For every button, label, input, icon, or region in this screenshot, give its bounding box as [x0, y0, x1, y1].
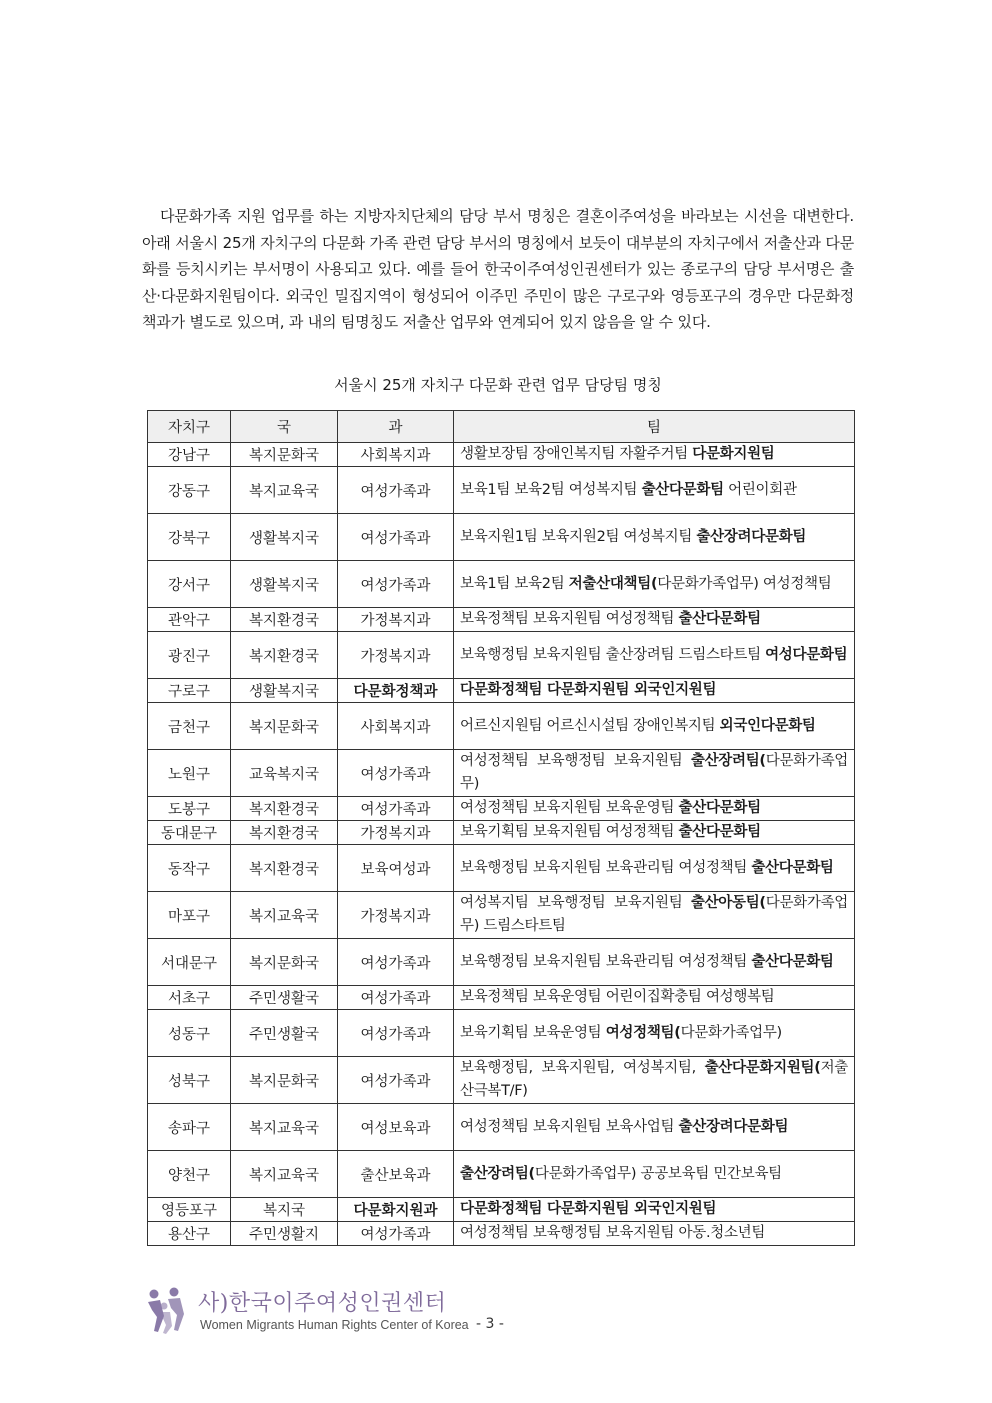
- cell-team: [454, 1104, 855, 1151]
- cell-division: 가정복지과: [338, 632, 454, 679]
- cell-division: 사회복지과: [338, 703, 454, 750]
- team-text: 여성정책팀 보육지원팀 보육사업팀: [460, 1118, 679, 1135]
- team-highlight: 다문화지원팀: [692, 446, 775, 462]
- table-body: [148, 443, 855, 1246]
- table-row: [148, 467, 855, 514]
- cell-division: 출산보육과: [338, 1151, 454, 1198]
- cell-team: [454, 892, 855, 939]
- cell-district: 관악구: [148, 608, 231, 632]
- cell-bureau: 복지환경국: [231, 797, 338, 821]
- cell-district: 성동구: [148, 1010, 231, 1057]
- cell-district: 구로구: [148, 679, 231, 703]
- cell-bureau: 복지문화국: [231, 443, 338, 467]
- table-row: [148, 632, 855, 679]
- table-row: [148, 986, 855, 1010]
- cell-team: [454, 561, 855, 608]
- cell-division: 여성가족과: [338, 797, 454, 821]
- team-highlight: 출산다문화팀: [678, 800, 761, 816]
- cell-division: 가정복지과: [338, 608, 454, 632]
- cell-team: [454, 1198, 855, 1222]
- team-highlight: 출산장려팀(: [690, 753, 766, 769]
- team-highlight: 출산다문화팀: [751, 953, 834, 970]
- cell-bureau: 복지국: [231, 1198, 338, 1222]
- team-highlight: 출산장려다문화팀: [696, 528, 807, 545]
- cell-district: 서초구: [148, 986, 231, 1010]
- table-row: [148, 703, 855, 750]
- cell-team: [454, 443, 855, 467]
- team-highlight: 다문화정책팀 다문화지원팀 외국인지원팀: [460, 682, 717, 698]
- table-header-row: [148, 411, 855, 443]
- cell-district: 동작구: [148, 845, 231, 892]
- team-highlight: 출산다문화팀: [641, 481, 724, 498]
- cell-bureau: 복지교육국: [231, 892, 338, 939]
- team-text-tail: 다문화가족업무): [680, 1024, 782, 1041]
- table-row: [148, 1057, 855, 1104]
- team-text: 보육지원1팀 보육지원2팀 여성복지팀: [460, 528, 697, 545]
- team-text: 보육정책팀 보육지원팀 여성정책팀: [460, 611, 679, 627]
- table-row: [148, 845, 855, 892]
- team-highlight: 저출산대책팀(: [568, 575, 658, 592]
- table-row: [148, 939, 855, 986]
- header-division: 과: [338, 411, 454, 443]
- team-text: 여성정책팀 보육행정팀 보육지원팀 아동.청소년팀: [460, 1225, 766, 1241]
- team-text: 보육정책팀 보육운영팀 어린이집확충팀 여성행복팀: [460, 989, 775, 1005]
- team-highlight: 출산장려팀(: [460, 1165, 535, 1182]
- team-highlight: 여성정책팀(: [605, 1024, 681, 1041]
- team-text-tail: 다문화가족업무): [460, 753, 848, 792]
- cell-district: 송파구: [148, 1104, 231, 1151]
- team-highlight: 다문화정책팀 다문화지원팀 외국인지원팀: [460, 1201, 717, 1217]
- cell-bureau: 복지문화국: [231, 939, 338, 986]
- cell-district: 성북구: [148, 1057, 231, 1104]
- cell-bureau: 주민생활지: [231, 1222, 338, 1246]
- team-text: 보육기획팀 보육운영팀: [460, 1024, 606, 1041]
- cell-division: 여성가족과: [338, 986, 454, 1010]
- cell-district: 광진구: [148, 632, 231, 679]
- table-row: [148, 1222, 855, 1246]
- team-text: 보육행정팀 보육지원팀 보육관리팀 여성정책팀: [460, 859, 752, 876]
- cell-bureau: 복지교육국: [231, 1104, 338, 1151]
- team-text: 여성정책팀 보육행정팀 보육지원팀: [460, 753, 691, 769]
- cell-bureau: 생활복지국: [231, 561, 338, 608]
- table-row: [148, 892, 855, 939]
- header-bureau: 국: [231, 411, 338, 443]
- table-row: [148, 679, 855, 703]
- cell-district: 용산구: [148, 1222, 231, 1246]
- table-row: [148, 1198, 855, 1222]
- cell-bureau: 복지교육국: [231, 467, 338, 514]
- cell-team: [454, 679, 855, 703]
- cell-division: 보육여성과: [338, 845, 454, 892]
- page-number: - 3 -: [476, 1316, 504, 1332]
- cell-team: [454, 750, 855, 797]
- cell-district: 마포구: [148, 892, 231, 939]
- team-highlight: 출산다문화팀: [751, 859, 834, 876]
- cell-team: [454, 703, 855, 750]
- cell-team: [454, 1010, 855, 1057]
- table-row: [148, 797, 855, 821]
- district-team-table: [147, 410, 855, 1246]
- cell-division: 여성가족과: [338, 1010, 454, 1057]
- cell-bureau: 생활복지국: [231, 679, 338, 703]
- team-text: 보육행정팀 보육지원팀 출산장려팀 드림스타트팀: [460, 646, 766, 663]
- team-text: 여성복지팀 보육행정팀 보육지원팀: [460, 895, 691, 911]
- cell-team: [454, 632, 855, 679]
- cell-bureau: 주민생활국: [231, 986, 338, 1010]
- table-row: [148, 821, 855, 845]
- cell-team: [454, 845, 855, 892]
- cell-division: 여성보육과: [338, 1104, 454, 1151]
- team-highlight: 출산다문화팀: [678, 611, 761, 627]
- cell-division: 여성가족과: [338, 1057, 454, 1104]
- table-row: [148, 1104, 855, 1151]
- cell-district: 강서구: [148, 561, 231, 608]
- team-text: 어르신지원팀 어르신시설팀 장애인복지팀: [460, 717, 720, 734]
- cell-team: [454, 939, 855, 986]
- team-text-tail: 어린이회관: [723, 481, 797, 498]
- table-row: [148, 750, 855, 797]
- cell-division: 여성가족과: [338, 514, 454, 561]
- cell-bureau: 복지환경국: [231, 821, 338, 845]
- cell-team: [454, 514, 855, 561]
- cell-division: 여성가족과: [338, 1222, 454, 1246]
- cell-district: 도봉구: [148, 797, 231, 821]
- footer: [140, 1284, 852, 1344]
- cell-division: 여성가족과: [338, 750, 454, 797]
- team-highlight: 출산아동팀(: [690, 895, 766, 911]
- team-text: 여성정책팀 보육지원팀 보육운영팀: [460, 800, 679, 816]
- team-text-tail: 다문화가족업무) 여성정책팀: [657, 575, 832, 592]
- cell-bureau: 복지문화국: [231, 703, 338, 750]
- org-logo-icon: [140, 1284, 192, 1336]
- table-row: [148, 561, 855, 608]
- team-text: 보육1팀 보육2팀 여성복지팀: [460, 481, 642, 498]
- team-text: 보육행정팀, 보육지원팀, 여성복지팀,: [460, 1060, 705, 1076]
- table-row: [148, 443, 855, 467]
- cell-bureau: 복지교육국: [231, 1151, 338, 1198]
- cell-district: 강북구: [148, 514, 231, 561]
- cell-division: 가정복지과: [338, 821, 454, 845]
- cell-district: 양천구: [148, 1151, 231, 1198]
- cell-division: 여성가족과: [338, 467, 454, 514]
- team-highlight: 출산장려다문화팀: [678, 1118, 789, 1135]
- team-highlight: 출산다문화지원팀(: [704, 1060, 821, 1076]
- cell-division: 다문화정책과: [338, 679, 454, 703]
- cell-team: [454, 1057, 855, 1104]
- table-row: [148, 608, 855, 632]
- cell-district: 동대문구: [148, 821, 231, 845]
- team-text-tail: 다문화가족업무) 공공보육팀 민간보육팀: [534, 1165, 782, 1182]
- cell-division: 가정복지과: [338, 892, 454, 939]
- cell-district: 강남구: [148, 443, 231, 467]
- team-highlight: 출산다문화팀: [678, 824, 761, 840]
- org-name-english: Women Migrants Human Rights Center of Korea: [200, 1318, 469, 1332]
- team-text-tail: 다문화가족업무) 드림스타트팀: [460, 895, 848, 934]
- cell-bureau: 복지환경국: [231, 608, 338, 632]
- header-district: 자치구: [148, 411, 231, 443]
- cell-division: 다문화지원과: [338, 1198, 454, 1222]
- cell-team: [454, 1222, 855, 1246]
- table-row: [148, 514, 855, 561]
- cell-district: 금천구: [148, 703, 231, 750]
- intro-paragraph: 다문화가족 지원 업무를 하는 지방자치단체의 담당 부서 명칭은 결혼이주여성을 바라보는 시선을 대변한다. 아래 서울시 25개 자치구의 다문화 가족 관련 담당 부서의 명칭에서 보듯이 대부분의 자치구에서 저출산과 다문화를 등치시키는 부서명이 사용되고 있다. 예를 들어 한국이주여성인권센터가 있는 종로구의 담당 부서명은 출산·다문화지원팀이다. 외국인 밀집지역이 형성되어 이주민 주민이 많은 구로구와 영등포구의 경우만 다문화정책과가 별도로 있으며, 과 내의 팀명칭도 저출산 업무와 연계되어 있지 않음을 알 수 있다.: [142, 207, 854, 332]
- cell-team: [454, 467, 855, 514]
- team-highlight: 외국인다문화팀: [719, 717, 816, 734]
- cell-team: [454, 986, 855, 1010]
- cell-bureau: 복지환경국: [231, 845, 338, 892]
- cell-district: 서대문구: [148, 939, 231, 986]
- table-row: [148, 1151, 855, 1198]
- header-team: 팀: [454, 411, 855, 443]
- team-text: 생활보장팀 장애인복지팀 자활주거팀: [460, 446, 693, 462]
- team-text: 보육행정팀 보육지원팀 보육관리팀 여성정책팀: [460, 953, 752, 970]
- team-highlight: 여성다문화팀: [765, 646, 848, 663]
- cell-division: 여성가족과: [338, 939, 454, 986]
- cell-team: [454, 797, 855, 821]
- org-name-korean: 사)한국이주여성인권센터: [198, 1291, 447, 1316]
- cell-bureau: 교육복지국: [231, 750, 338, 797]
- table-caption: 서울시 25개 자치구 다문화 관련 업무 담당팀 명칭: [334, 376, 662, 394]
- table-row: [148, 1010, 855, 1057]
- cell-bureau: 주민생활국: [231, 1010, 338, 1057]
- cell-bureau: 복지문화국: [231, 1057, 338, 1104]
- cell-district: 강동구: [148, 467, 231, 514]
- team-text: 보육기획팀 보육지원팀 여성정책팀: [460, 824, 679, 840]
- cell-team: [454, 821, 855, 845]
- cell-division: 여성가족과: [338, 561, 454, 608]
- team-text-tail: 저출산극복T/F): [460, 1060, 848, 1099]
- team-text: 보육1팀 보육2팀: [460, 575, 569, 592]
- cell-team: [454, 1151, 855, 1198]
- cell-bureau: 생활복지국: [231, 514, 338, 561]
- cell-division: 사회복지과: [338, 443, 454, 467]
- cell-district: 영등포구: [148, 1198, 231, 1222]
- cell-bureau: 복지환경국: [231, 632, 338, 679]
- cell-district: 노원구: [148, 750, 231, 797]
- cell-team: [454, 608, 855, 632]
